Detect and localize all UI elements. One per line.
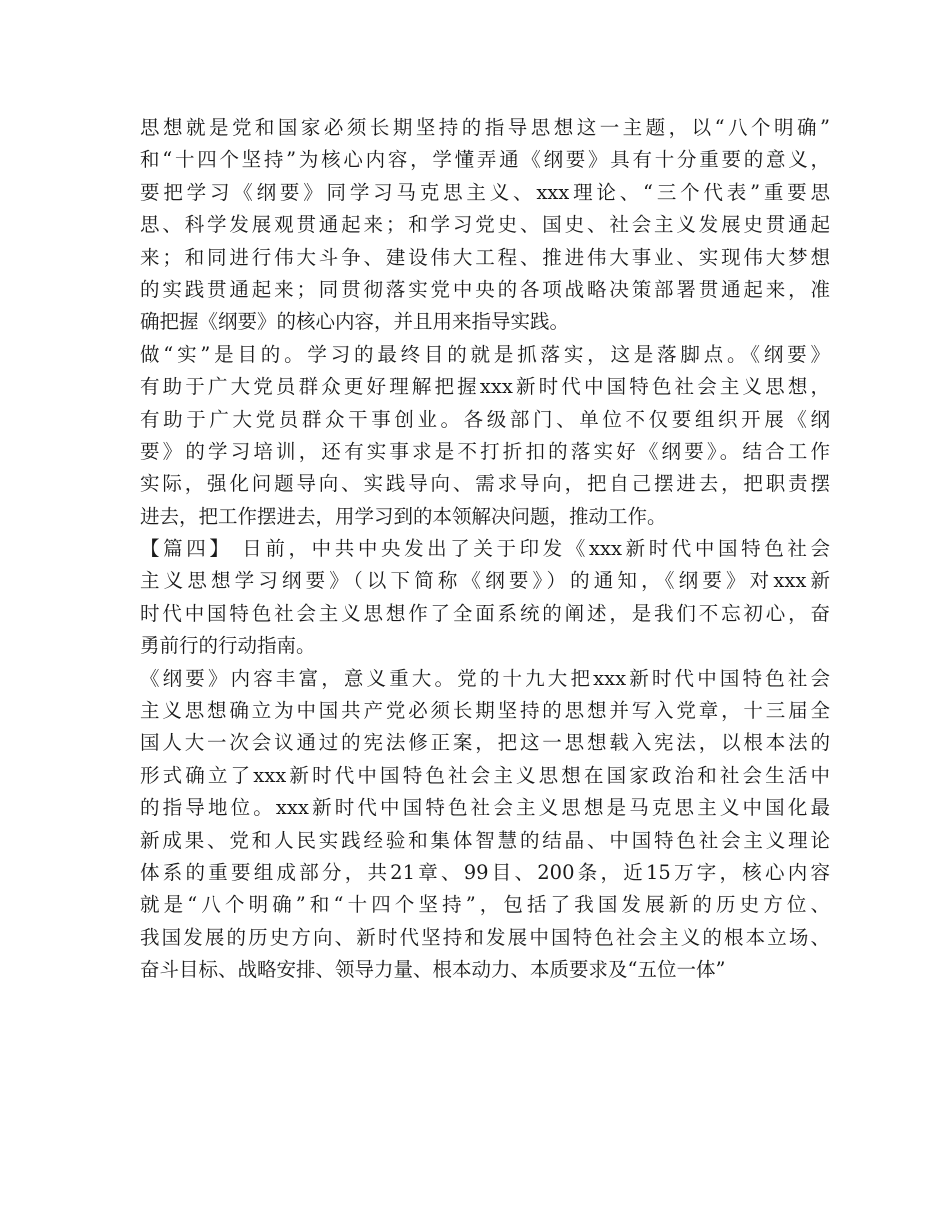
text-line: 和“十四个坚持”为核心内容，学懂弄通《纲要》具有十分重要的意义， — [140, 148, 830, 172]
text-line: 勇前行的行动指南。 — [140, 634, 316, 658]
text-line: 来；和同进行伟大斗争、建设伟大工程、推进伟大事业、实现伟大梦想 — [140, 245, 830, 269]
text-line: 主义思想确立为中国共产党必须长期坚持的思想并写入党章，十三届全 — [140, 699, 830, 723]
document-body — [140, 112, 830, 987]
text-line: 主义思想学习纲要》（以下简称《纲要》）的通知，《纲要》对xxx新 — [140, 569, 830, 593]
text-line: 奋斗目标、战略安排、领导力量、根本动力、本质要求及“五位一体” — [140, 958, 726, 982]
text-line: 体系的重要组成部分，共21章、99目、200条，近15万字，核心内容 — [140, 860, 830, 884]
text-line: 实际，强化问题导向、实践导向、需求导向，把自己摆进去，把职责摆 — [140, 472, 830, 496]
text-line: 的指导地位。xxx新时代中国特色社会主义思想是马克思主义中国化最 — [140, 796, 830, 820]
text-line: 有助于广大党员群众更好理解把握xxx新时代中国特色社会主义思想， — [140, 375, 830, 399]
text-line: 要》的学习培训，还有实事求是不打折扣的落实好《纲要》。结合工作 — [140, 439, 830, 463]
text-line: 的实践贯通起来；同贯彻落实党中央的各项战略决策部署贯通起来，准 — [140, 277, 830, 301]
text-line: 进去，把工作摆进去，用学习到的本领解决问题，推动工作。 — [140, 504, 667, 528]
text-line: 时代中国特色社会主义思想作了全面系统的阐述，是我们不忘初心，奋 — [140, 601, 830, 625]
text-line: 思、科学发展观贯通起来；和学习党史、国史、社会主义发展史贯通起 — [140, 213, 830, 237]
text-line: 有助于广大党员群众干事创业。各级部门、单位不仅要组织开展《纲 — [140, 407, 830, 431]
text-line: 形式确立了xxx新时代中国特色社会主义思想在国家政治和社会生活中 — [140, 763, 830, 787]
text-line: 新成果、党和人民实践经验和集体智慧的结晶、中国特色社会主义理论 — [140, 828, 830, 852]
text-line: 国人大一次会议通过的宪法修正案，把这一思想载入宪法，以根本法的 — [140, 731, 830, 755]
text-line: 我国发展的历史方向、新时代坚持和发展中国特色社会主义的根本立场、 — [140, 925, 830, 949]
text-line: 确把握《纲要》的核心内容，并且用来指导实践。 — [140, 310, 570, 334]
text-line: 做“实”是目的。学习的最终目的就是抓落实，这是落脚点。《纲要》 — [140, 342, 830, 366]
text-line: 《纲要》内容丰富，意义重大。党的十九大把xxx新时代中国特色社会 — [140, 666, 830, 690]
text-line: 思想就是党和国家必须长期坚持的指导思想这一主题，以“八个明确” — [140, 116, 830, 139]
text-line: 【篇四】 日前，中共中央发出了关于印发《xxx新时代中国特色社会 — [140, 537, 830, 561]
text-line: 要把学习《纲要》同学习马克思主义、xxx理论、“三个代表”重要思 — [140, 180, 830, 204]
text-line: 就是“八个明确”和“十四个坚持”，包括了我国发展新的历史方位、 — [140, 893, 830, 917]
